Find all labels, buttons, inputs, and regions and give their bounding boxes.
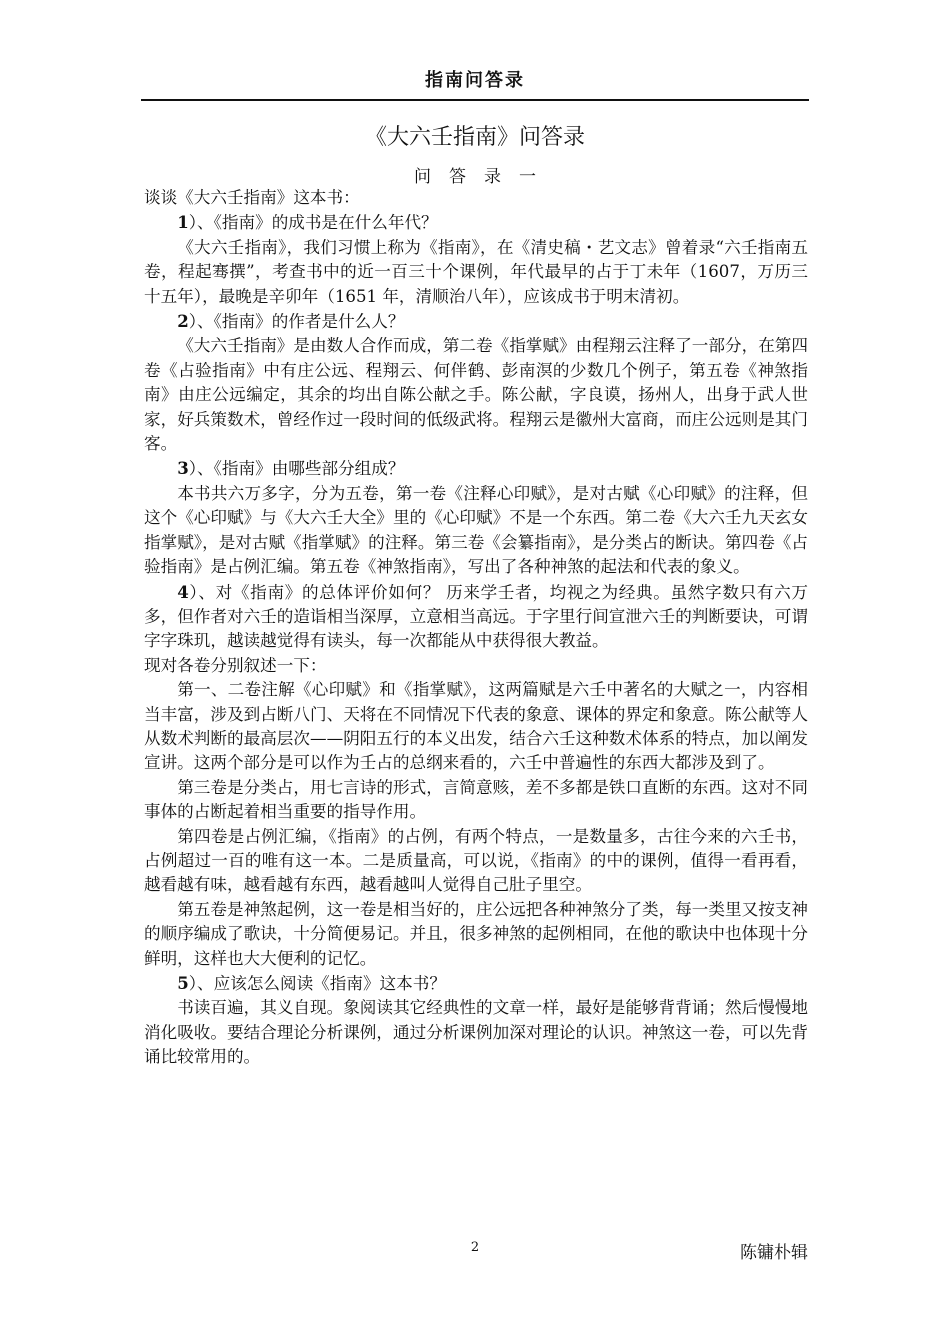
document-body (144, 186, 808, 1070)
question-number: 3 (177, 458, 189, 479)
volume-3-paragraph: 第三卷是分类占，用七言诗的形式，言简意赅，差不多都是铁口直断的东西。这对不同事体的占断起着相当重要的指导作用。 (144, 777, 808, 822)
volumes-intro: 现对各卷分别叙述一下： (144, 655, 327, 675)
question-2 (144, 309, 808, 334)
section-subtitle: 问答录一 (414, 167, 554, 187)
question-3 (144, 456, 808, 481)
running-header: 指南问答录 (425, 70, 525, 91)
question-4 (144, 580, 808, 654)
question-1 (144, 210, 808, 235)
answer-5: 书读百遍，其义自现。象阅读其它经典性的文章一样，最好是能够背背诵；然后慢慢地消化吸收。要结合理论分析课例，通过分析课例加深对理论的认识。神煞这一卷，可以先背诵比较常用的。 (144, 998, 808, 1067)
volume-1-2-paragraph: 第一、二卷注解《心印赋》和《指掌赋》，这两篇赋是六壬中著名的大赋之一，内容相当丰富，涉及到占断八门、天将在不同情况下代表的象意、课体的界定和象意。陈公献等人从数术判断的最高层次——阴阳五行的本义出发，结合六壬这种数术体系的特点，加以阐发宣讲。这两个部分是可以作为壬占的总纲来看的，六壬中普遍性的东西大都涉及到了。 (144, 680, 808, 773)
intro-line: 谈谈《大六壬指南》这本书： (144, 188, 360, 207)
answer-4: 历来学壬者，均视之为经典。虽然字数只有六万多，但作者对六壬的造诣相当深厚，立意相当高远。于字里行间宣泄六壬的判断要诀，可谓字字珠玑，越读越觉得有读头，每一次都能从中获得很大教益。 (144, 582, 809, 651)
answer-2: 《大六壬指南》是由数人合作而成，第二卷《指掌赋》由程翔云注释了一部分，在第四卷《占验指南》中有庄公远、程翔云、何伴鹤、彭南溟的少数几个例子，第五卷《神煞指南》由庄公远编定，其余的均出自陈公献之手。陈公献，字良谟，扬州人，出身于武人世家，好兵策数术，曾经作过一段时间的低级武将。程翔云是徽州大富商，而庄公远则是其门客。 (144, 336, 808, 454)
editor-credit: 陈镛朴辑 (740, 1243, 808, 1263)
volume-5-paragraph: 第五卷是神煞起例，这一卷是相当好的，庄公远把各种神煞分了类，每一类里又按支神的顺序编成了歌诀，十分简便易记。并且，很多神煞的起例相同，在他的歌诀中也体现十分鲜明，这样也大大便利的记忆。 (144, 899, 808, 968)
question-text: ）、对《指南》的总体评价如何？ (188, 582, 441, 602)
question-text: ）、《指南》的成书是在什么年代？ (188, 213, 438, 233)
question-text: ）、《指南》的作者是什么人？ (188, 312, 405, 332)
header-divider (141, 99, 809, 101)
question-number: 4 (177, 581, 189, 602)
question-text: ）、应该怎么阅读《指南》这本书？ (188, 974, 446, 993)
answer-1: 《大六壬指南》，我们习惯上称为《指南》，在《清史稿・艺文志》曾着录“六壬指南五卷，程起骞撰”，考查书中的近一百三十个课例，年代最早的占于丁未年（1607，万历三十五年），最晚是辛卯年（1651 年，清顺治八年），应该成书于明末清初。 (144, 237, 808, 306)
question-number: 5 (177, 973, 189, 993)
document-title: 《大六壬指南》问答录 (364, 125, 585, 150)
question-text: ）、《指南》由哪些部分组成？ (188, 459, 405, 479)
question-number: 2 (177, 311, 189, 332)
answer-3: 本书共六万多字，分为五卷，第一卷《注释心印赋》，是对古赋《心印赋》的注释，但这个《心印赋》与《大六壬大全》里的《心印赋》不是一个东西。第二卷《大六壬九天玄女指掌赋》，是对古赋《指掌赋》的注释。第三卷《会纂指南》，是分类占的断诀。第四卷《占验指南》是占例汇编。第五卷《神煞指南》，写出了各种神煞的起法和代表的象义。 (144, 483, 808, 577)
question-number: 1 (177, 212, 189, 233)
page-number: 2 (470, 1240, 480, 1255)
question-5 (144, 971, 808, 996)
volume-4-paragraph: 第四卷是占例汇编，《指南》的占例，有两个特点，一是数量多，古往今来的六壬书，占例超过一百的唯有这一本。二是质量高，可以说，《指南》的中的课例，值得一看再看，越看越有味，越看越有东西，越看越叫人觉得自己肚子里空。 (144, 826, 808, 895)
